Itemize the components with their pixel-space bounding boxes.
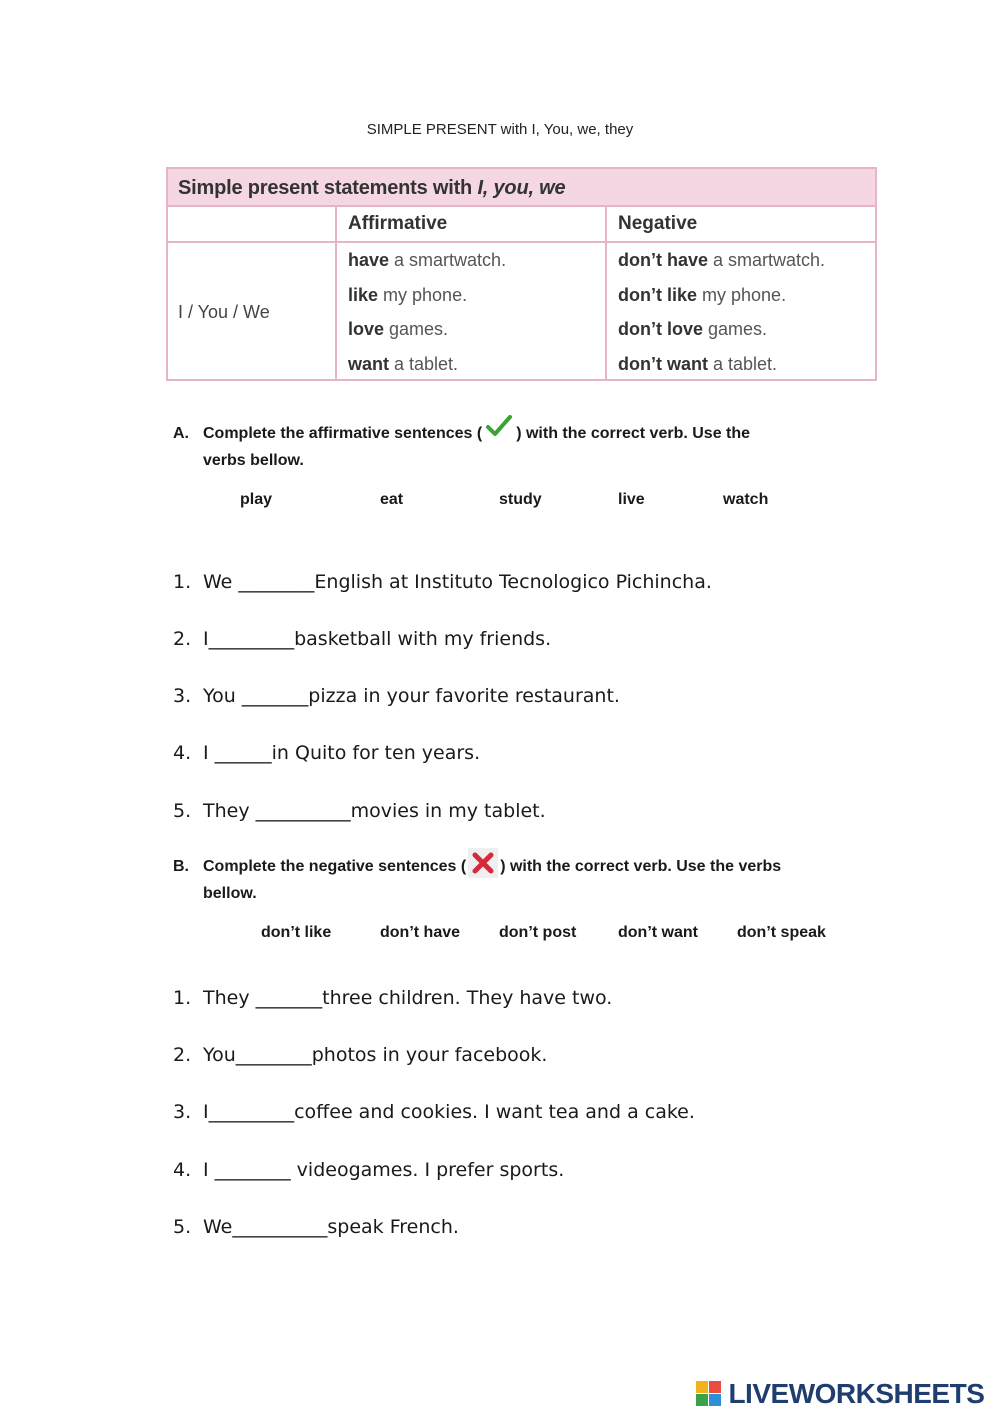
exercise-item[interactable]: 4. I ______in Quito for ten years. [173,742,481,764]
liveworksheets-mark-icon [696,1381,722,1407]
section-a-line2: verbs bellow. [203,452,304,469]
page-title: SIMPLE PRESENT with I, You, we, they [366,121,634,138]
negative-row: don’t love games. [618,319,768,339]
negative-row: don’t want a tablet. [618,354,778,374]
section-a-letter: A. [173,425,189,442]
exercise-item[interactable]: 4. I ________ videogames. I prefer sports. [173,1159,565,1181]
liveworksheets-wordmark: LIVEWORKSHEETS [728,1378,985,1409]
cross-icon [468,848,498,878]
column-header-affirmative: Affirmative [348,213,448,234]
word-bank-item: don’t want [618,924,698,941]
word-bank-item: eat [380,491,404,508]
column-header-negative: Negative [618,213,698,234]
word-bank-item: play [240,491,273,508]
affirmative-row: like my phone. [348,285,468,305]
exercise-item[interactable]: 3. I_________coffee and cookies. I want tea and a cake. [173,1101,695,1123]
grammar-table-heading: Simple present statements with I, you, we [168,169,875,207]
word-bank-item: don’t post [499,924,577,941]
subject-cell: I / You / We [178,302,270,322]
word-bank-item: watch [723,491,769,508]
affirmative-row: want a tablet. [348,354,459,374]
negative-row: don’t like my phone. [618,285,787,305]
exercise-item[interactable]: 5. They __________movies in my tablet. [173,800,546,822]
exercise-item[interactable]: 5. We__________speak French. [173,1216,459,1238]
exercise-item[interactable]: 3. You _______pizza in your favorite restaurant. [173,685,620,707]
section-a-line1: Complete the affirmative sentences ( ) with the correct verb. Use the [203,420,750,447]
section-b-letter: B. [173,858,189,875]
exercise-item[interactable]: 2. I_________basketball with my friends. [173,628,552,650]
word-bank-item: don’t have [380,924,461,941]
exercise-item[interactable]: 2. You________photos in your facebook. [173,1044,548,1066]
exercise-item[interactable]: 1. They _______three children. They have two. [173,987,613,1009]
section-b-line2: bellow. [203,885,257,902]
word-bank-item: study [499,491,542,508]
word-bank-item: don’t speak [737,924,826,941]
liveworksheets-logo[interactable] [696,1378,984,1412]
grammar-table [166,167,877,381]
exercise-item[interactable]: 1. We ________English at Instituto Tecnologico Pichincha. [173,571,712,593]
affirmative-row: love games. [348,319,449,339]
word-bank-item: live [618,491,645,508]
section-b-line1: Complete the negative sentences ( ) with the correct verb. Use the verbs [203,853,781,880]
word-bank-item: don’t like [261,924,332,941]
affirmative-row: have a smartwatch. [348,250,507,270]
check-icon [486,415,512,446]
negative-row: don’t have a smartwatch. [618,250,826,270]
